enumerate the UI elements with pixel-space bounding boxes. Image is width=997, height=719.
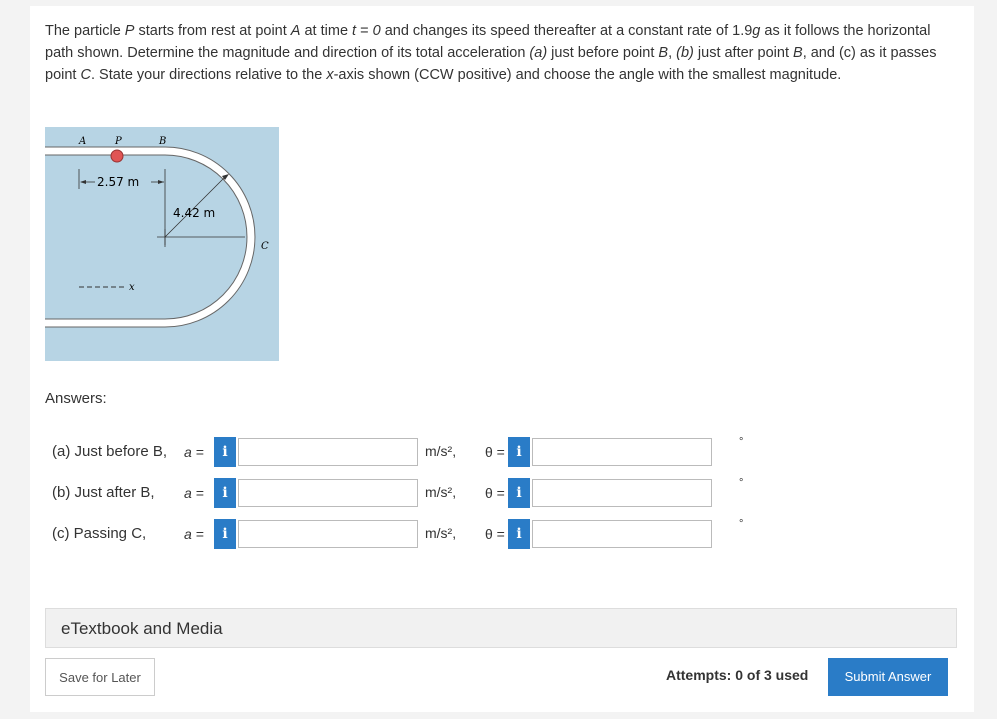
problem-text-segment: C [80,67,91,83]
etextbook-media-toggle[interactable]: eTextbook and Media [45,608,957,648]
problem-text-segment: at time [300,23,353,39]
problem-text-segment: -axis shown (CCW positive) and choose the angle with the smallest magnitude. [333,67,842,83]
theta-equals: θ = [485,526,505,542]
info-icon[interactable]: i [508,437,530,467]
problem-text-segment: and changes its speed thereafter at a constant rate of 1.9 [380,23,753,39]
info-icon[interactable]: i [214,478,236,508]
info-icon[interactable]: i [508,478,530,508]
problem-text-segment: starts from rest at point [134,23,291,39]
a-equals: a = [184,444,204,460]
path-figure [45,127,279,361]
row-label: (c) Passing C, [52,525,147,542]
problem-statement [45,20,960,86]
problem-text-segment: g [752,23,761,39]
point-a-label: A [79,136,87,147]
problem-text-segment: P [124,23,135,39]
magnitude-input[interactable] [238,438,418,466]
info-icon[interactable]: i [508,519,530,549]
problem-text-segment: x [326,67,334,83]
problem-text-segment: 0 [372,23,381,39]
answer-row-c [52,518,952,550]
problem-text-segment: A [290,23,301,39]
answers-label: Answers: [45,390,107,407]
submit-answer-button[interactable]: Submit Answer [828,658,948,696]
problem-text-segment: , [668,45,677,61]
angle-input[interactable] [532,479,712,507]
attempts-counter: Attempts: 0 of 3 used [666,667,809,683]
magnitude-input[interactable] [238,479,418,507]
problem-text-segment: (b) [676,45,694,61]
unit-label: m/s², [425,525,457,541]
radius-label: 4.42 m [173,206,216,220]
answer-row-b [52,477,952,509]
row-label: (b) Just after B, [52,484,155,501]
problem-text-segment: B [658,45,669,61]
info-icon[interactable]: i [214,519,236,549]
row-label: (a) Just before B, [52,443,168,460]
problem-text-segment: = [356,23,373,39]
point-p-label: P [115,136,122,147]
answer-row-a [52,436,952,468]
degree-symbol: ° [739,518,744,530]
x-axis-label: x [129,282,135,293]
degree-symbol: ° [739,477,744,489]
theta-equals: θ = [485,485,505,501]
angle-input[interactable] [532,438,712,466]
angle-input[interactable] [532,520,712,548]
save-for-later-button[interactable]: Save for Later [45,658,155,696]
point-c-label: C [261,241,269,252]
question-card [30,6,974,712]
problem-text-segment: t [352,23,357,39]
problem-text-segment: B [793,45,803,61]
problem-text-segment: The particle [45,23,125,39]
info-icon[interactable]: i [214,437,236,467]
theta-equals: θ = [485,444,505,460]
problem-text-segment: , and (c) as it passes point [45,45,937,83]
unit-label: m/s², [425,484,457,500]
problem-text-segment: just after point [693,45,794,61]
unit-label: m/s², [425,443,457,459]
a-equals: a = [184,485,204,501]
problem-text-segment: just before point [547,45,659,61]
point-b-label: B [159,136,167,147]
straight-length-label: 2.57 m [97,175,140,189]
degree-symbol: ° [739,436,744,448]
a-equals: a = [184,526,204,542]
problem-text-segment: . State your directions relative to the [90,67,327,83]
problem-text-segment: as it follows the horizontal path shown. Determine the magnitude and direction of its total acceleration [45,23,931,61]
problem-text-segment: (a) [529,45,548,61]
particle-icon [111,150,123,162]
magnitude-input[interactable] [238,520,418,548]
